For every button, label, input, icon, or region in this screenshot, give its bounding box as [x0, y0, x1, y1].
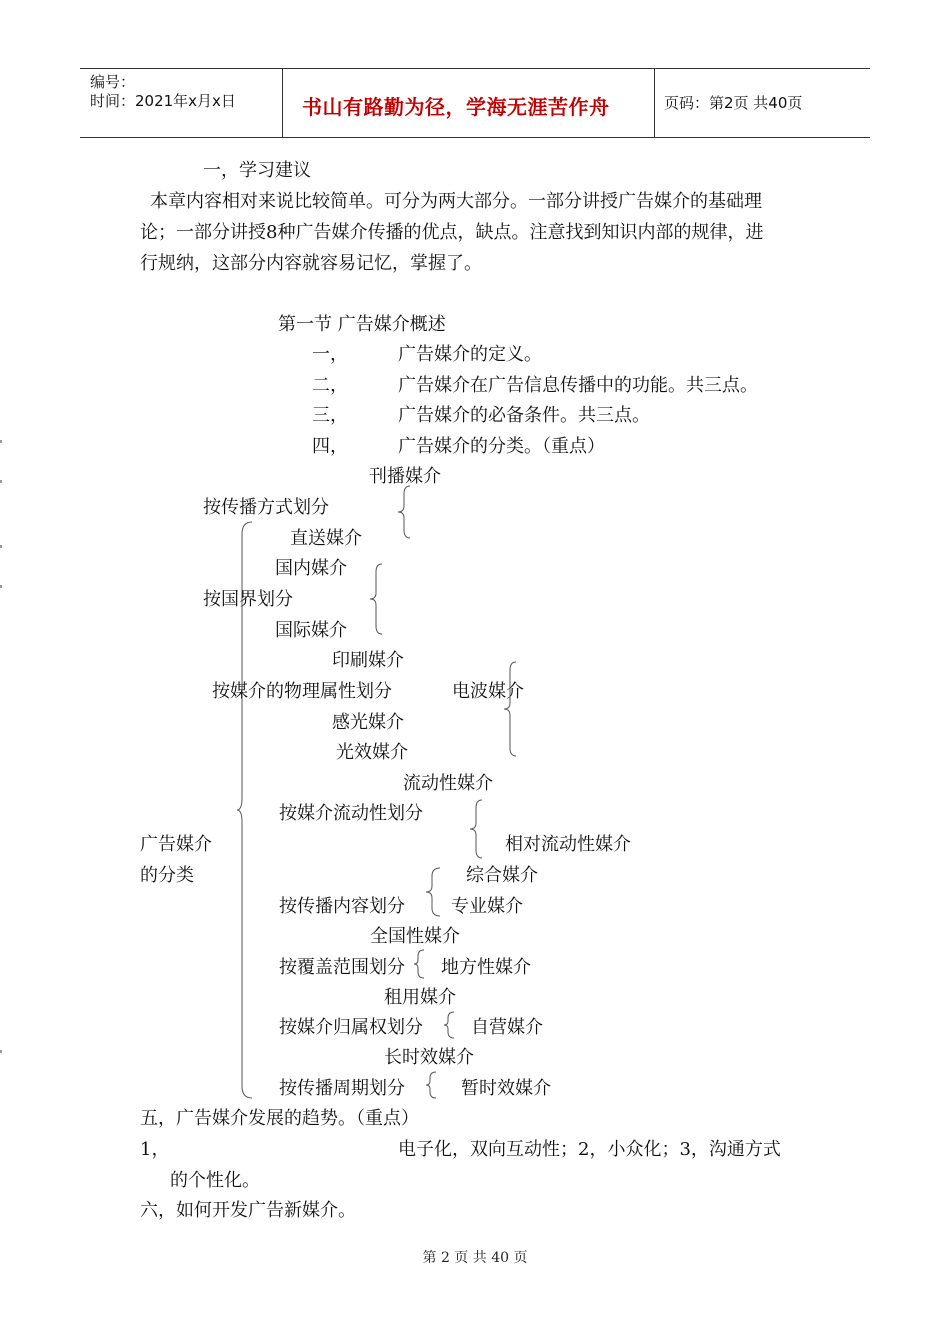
- paragraph-line: 的个性化。: [170, 1170, 260, 1191]
- item-number: 二，: [312, 375, 348, 396]
- category-label: 按传播内容划分: [279, 896, 405, 917]
- margin-mark: [0, 480, 2, 483]
- category-leaf: 自营媒介: [471, 1017, 543, 1038]
- category-leaf: 国际媒介: [275, 620, 347, 641]
- header-divider: [282, 69, 283, 137]
- category-label: 按媒介流动性划分: [279, 803, 423, 824]
- category-leaf: 专业媒介: [451, 896, 523, 917]
- category-label: 按媒介归属权划分: [279, 1017, 423, 1038]
- sub-brace: [424, 1070, 438, 1100]
- paragraph-line: 本章内容相对来说比较简单。可分为两大部分。一部分讲授广告媒介的基础理: [150, 191, 762, 212]
- category-leaf: 国内媒介: [275, 558, 347, 579]
- category-leaf: 综合媒介: [466, 865, 538, 886]
- header-divider: [654, 69, 655, 137]
- category-leaf: 印刷媒介: [332, 650, 404, 671]
- section-heading: 一，学习建议: [203, 160, 311, 181]
- section-heading: 六，如何开发广告新媒介。: [140, 1200, 356, 1221]
- sub-brace: [396, 484, 412, 540]
- paragraph-line: 电子化，双向互动性；2，小众化；3，沟通方式: [398, 1139, 781, 1160]
- item-text: 广告媒介在广告信息传播中的功能。共三点。: [398, 375, 758, 396]
- item-number: 四，: [312, 436, 348, 457]
- category-leaf: 长时效媒介: [384, 1047, 474, 1068]
- category-leaf: 暂时效媒介: [461, 1078, 551, 1099]
- paragraph-line: 论；一部分讲授8种广告媒介传播的优点，缺点。注意找到知识内部的规律，进: [140, 222, 764, 243]
- number-label: 编号：: [90, 73, 136, 91]
- diagram-root: 广告媒介: [140, 834, 212, 855]
- diagram-root: 的分类: [140, 865, 194, 886]
- item-text: 广告媒介的必备条件。共三点。: [398, 405, 650, 426]
- category-leaf: 租用媒介: [384, 987, 456, 1008]
- item-text: 广告媒介的定义。: [398, 344, 542, 365]
- margin-mark: [0, 1050, 2, 1053]
- category-label: 按传播方式划分: [203, 497, 329, 518]
- category-leaf: 直送媒介: [290, 528, 362, 549]
- category-leaf: 地方性媒介: [441, 957, 531, 978]
- time-label: 时间：2021年x月x日: [90, 92, 236, 110]
- category-label: 按国界划分: [203, 589, 293, 610]
- item-number: 三，: [312, 405, 348, 426]
- margin-mark: [0, 545, 2, 548]
- sub-brace: [368, 562, 384, 636]
- sub-brace: [424, 866, 442, 918]
- section-title: 第一节 广告媒介概述: [278, 314, 446, 335]
- item-number: 一，: [312, 344, 348, 365]
- page-header: [80, 68, 870, 138]
- category-leaf: 全国性媒介: [370, 926, 460, 947]
- margin-mark: [0, 585, 2, 588]
- sub-brace: [468, 798, 484, 860]
- sub-brace: [412, 948, 426, 980]
- page-footer: 第 2 页 共 40 页: [422, 1250, 528, 1266]
- sub-brace: [442, 1010, 456, 1040]
- category-leaf: 相对流动性媒介: [505, 834, 631, 855]
- margin-mark: [0, 440, 2, 443]
- category-label: 按覆盖范围划分: [279, 957, 405, 978]
- item-text: 广告媒介的分类。（重点）: [398, 436, 605, 457]
- category-leaf: 刊播媒介: [369, 466, 441, 487]
- category-label: 按媒介的物理属性划分: [212, 681, 392, 702]
- header-motto: 书山有路勤为径，学海无涯苦作舟: [302, 95, 610, 119]
- paragraph-line: 行规纳，这部分内容就容易记忆，掌握了。: [140, 253, 482, 274]
- category-leaf: 电波媒介: [452, 681, 524, 702]
- page-info: 页码：第2页 共40页: [664, 94, 803, 112]
- category-label: 按传播周期划分: [279, 1078, 405, 1099]
- section-heading: 五，广告媒介发展的趋势。（重点）: [140, 1108, 419, 1129]
- list-number: 1，: [140, 1139, 170, 1160]
- category-leaf: 流动性媒介: [403, 773, 493, 794]
- sub-brace: [502, 660, 518, 758]
- category-leaf: 光效媒介: [336, 742, 408, 763]
- category-leaf: 感光媒介: [332, 712, 404, 733]
